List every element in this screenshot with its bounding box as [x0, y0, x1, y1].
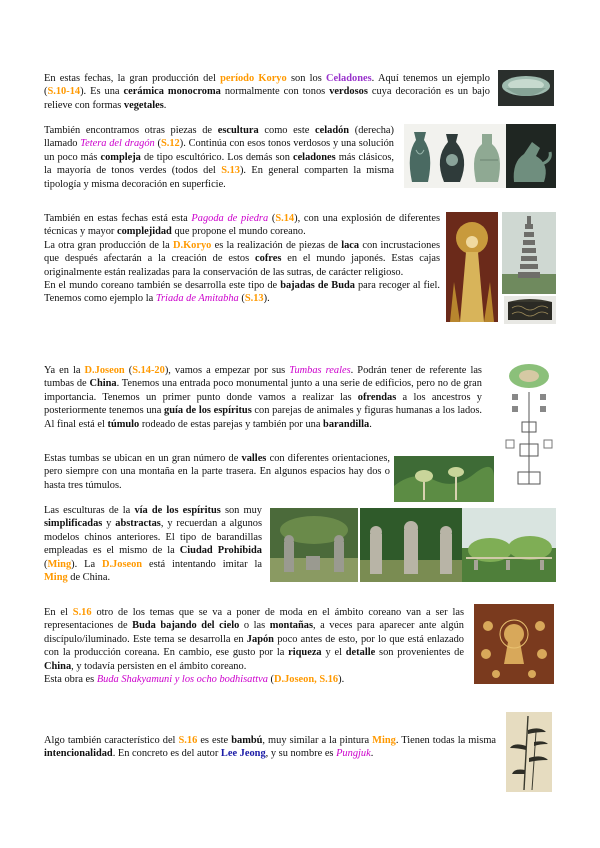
- text: . Aquí tenemos un ejemplo (: [44, 73, 490, 98]
- text: con incrustaciones que después afectarán a la creación de estos: [44, 239, 440, 265]
- section-celadon-sculpture: [44, 124, 394, 191]
- artwork-title: Triada de Amitabha: [155, 293, 239, 305]
- bold-term: túmulo: [107, 418, 140, 430]
- text: normalmente con tonos: [220, 86, 330, 98]
- bold-term: simplificadas: [44, 518, 103, 530]
- text: (: [267, 674, 275, 686]
- bold-term: bambú: [231, 735, 263, 746]
- text: en el mundo japonés. Estas cajas originalmente están realizadas para la conservación de las sutras, de carácter religioso.: [44, 253, 440, 278]
- reference: S.14-20: [132, 365, 165, 376]
- text: rodeado de estas parejas y también por una: [139, 418, 324, 430]
- bold-term: vía de los espíritus: [134, 505, 221, 516]
- text: (: [238, 293, 245, 305]
- section-koryo-celadons: [44, 72, 490, 112]
- buddha-bodhisattvas-painting: [474, 604, 554, 684]
- text: . Podrán tener de referente las tumbas de: [44, 365, 482, 390]
- bold-term: Ciudad Prohibida: [179, 545, 263, 557]
- text: como este: [258, 125, 316, 136]
- text: Esta obra es: [44, 674, 97, 686]
- text: . Tenemos una entrada poco monumental junto a una serie de edificios, pero no de gran importancia. Tenemos un primer punto donde vamos a realizar las: [44, 378, 482, 403]
- author-name: Lee Jeong: [220, 748, 266, 760]
- reference: S.16: [178, 735, 198, 746]
- bold-term: escultura: [217, 125, 259, 136]
- text: También en estas fechas está esta: [44, 213, 192, 224]
- text: La otra gran producción de la: [44, 239, 173, 251]
- text: es la realización de piezas de: [211, 239, 342, 251]
- section-joseon-royal-tombs: [44, 364, 482, 431]
- text: y el: [321, 647, 346, 659]
- text: . En concreto es del autor: [112, 748, 221, 760]
- highlight-dynasty: Ming: [372, 735, 396, 746]
- text: , a veces para aparecer ante algún discípulo/iluminado. Este tema se desarrolla en: [44, 620, 464, 645]
- bold-term: montañas: [269, 620, 313, 632]
- highlight-dynasty: D.Koryo: [172, 239, 212, 251]
- bold-term: barandilla: [323, 418, 370, 430]
- bold-term: Buda bajando del cielo: [132, 620, 240, 632]
- text: a los ancestros y posteriormente tenemos una: [44, 391, 482, 417]
- paragraph: [44, 239, 440, 279]
- text: . Tienen todas la misma: [395, 735, 497, 746]
- artwork-title: Tetera del dragón: [80, 138, 155, 150]
- bold-term: valles: [241, 453, 267, 464]
- text: es este: [197, 735, 232, 746]
- reference: S.13: [221, 165, 240, 177]
- bamboo-painting-image: [506, 712, 552, 792]
- section-spirit-way-sculptures: [44, 504, 262, 584]
- bold-term: Japón: [246, 633, 274, 645]
- bold-term: cerámica monocroma: [123, 86, 221, 98]
- text: (derecha) llamado: [44, 125, 394, 150]
- text: .: [370, 748, 374, 760]
- text: de China.: [67, 572, 111, 584]
- text: más clásicos, la mayoría de tonos verdes (todos del: [44, 151, 394, 177]
- text: son muy: [220, 505, 262, 516]
- text: para recoger al fiel. Tenemos como ejemplo la: [44, 280, 440, 305]
- bold-term: compleja: [100, 151, 141, 163]
- text: son los: [286, 73, 327, 84]
- celadon-vases-image: [404, 124, 556, 188]
- text: , muy similar a la pintura: [262, 735, 373, 746]
- bold-term: abstractas: [115, 518, 161, 530]
- bold-term: intencionalidad: [44, 748, 113, 760]
- text: ), vamos a empezar por sus: [164, 365, 290, 376]
- paragraph: [44, 124, 394, 191]
- text: con diferentes orientaciones, pero siempre con una montaña en la parte trasera. En algunos espacios hay dos o hasta tres túmulos.: [44, 453, 390, 491]
- text: está intentando imitar la: [142, 558, 262, 570]
- paragraph: [44, 452, 390, 492]
- section-bamboo-painting: [44, 734, 496, 761]
- amitabha-triad-image: [446, 212, 498, 322]
- text: Estas tumbas se ubican en un gran número de: [44, 453, 242, 464]
- artwork-title: Pagoda de piedra: [191, 213, 269, 224]
- artwork-title: Tumbas reales: [289, 365, 351, 376]
- section-tomb-valleys: [44, 452, 390, 492]
- section-descending-buddha: [44, 606, 464, 686]
- text: , y todavía persisten en el ámbito coreano.: [71, 660, 247, 672]
- text: con parejas de animales y figuras humanas a los lados. Al final está el: [44, 405, 483, 430]
- stone-guardians-image: [360, 508, 462, 582]
- paragraph: [44, 364, 482, 431]
- text: Ya en la: [44, 365, 85, 376]
- paragraph: [44, 606, 464, 673]
- highlight-dynasty: Ming: [47, 558, 72, 570]
- bold-term: complejidad: [117, 226, 172, 238]
- reference: D.Joseon, S.16: [274, 674, 339, 686]
- text: ). La: [71, 558, 102, 570]
- reference: S.16: [72, 607, 92, 618]
- text: También encontramos otras piezas de: [44, 125, 218, 136]
- lacquer-box-image: [504, 296, 556, 324]
- text: En estas fechas, la gran producción del: [44, 73, 221, 84]
- text: ).: [263, 293, 270, 305]
- text: (: [154, 138, 161, 150]
- text: son provenientes de: [375, 647, 464, 659]
- highlight-celadones: Celadones: [326, 73, 372, 84]
- paragraph: [44, 734, 496, 761]
- paragraph: [44, 212, 440, 239]
- bold-term: celadón: [315, 125, 350, 136]
- bold-term: cofres: [255, 253, 282, 265]
- tomb-valley-aerial-image: [394, 456, 494, 502]
- text: ). En general comparten la misma tipología y misma decoración en superficie.: [44, 165, 395, 190]
- reference: S.10-14: [47, 86, 81, 98]
- paragraph: [44, 673, 464, 686]
- text: .: [163, 99, 167, 111]
- artwork-title: Buda Shakyamuni y los ocho bodhisattva: [96, 674, 268, 686]
- bold-term: bajadas de Buda: [280, 280, 355, 292]
- text: que propone el mundo coreano.: [171, 226, 306, 238]
- text: Algo también característico del: [44, 735, 179, 746]
- celadon-bowl-image: [498, 70, 554, 106]
- text: En el mundo coreano también se desarrolla este tipo de: [44, 280, 281, 292]
- bold-term: detalle: [345, 647, 376, 659]
- bold-term: vegetales: [123, 99, 164, 111]
- paragraph: [44, 72, 490, 112]
- text: y: [102, 518, 116, 530]
- tomb-plan-diagram: [498, 360, 560, 490]
- highlight-dynasty: Ming: [44, 572, 68, 584]
- text: ). Continúa con esos tonos verdosos y una solución un poco más: [44, 138, 394, 163]
- text: Las esculturas de la: [44, 505, 135, 516]
- highlight-period: período Koryo: [220, 73, 287, 84]
- text: cuya decoración es un bajo relieve con formas: [44, 86, 490, 111]
- reference: S.13: [244, 293, 264, 305]
- paragraph: [44, 279, 440, 306]
- royal-tomb-mounds-image: [462, 508, 556, 582]
- spirit-way-statues-image: [270, 508, 358, 582]
- bold-term: China: [89, 378, 117, 390]
- bold-term: ofrendas: [357, 391, 397, 403]
- bold-term: China: [44, 660, 72, 672]
- text: En el: [44, 607, 73, 618]
- text: ), con una explosión de diferentes técnicas y mayor: [44, 213, 440, 238]
- bold-term: celadones: [292, 151, 336, 163]
- bold-term: laca: [341, 239, 360, 251]
- text: de tipo escultórico. Los demás son: [140, 151, 293, 163]
- bold-term: guía de los espíritus: [164, 405, 252, 417]
- text: .: [369, 418, 372, 430]
- stone-pagoda-image: [502, 212, 556, 294]
- text: ).: [338, 674, 345, 686]
- bold-term: riqueza: [288, 647, 322, 659]
- text: o las: [239, 620, 270, 632]
- dragon-teapot: [506, 124, 556, 188]
- bold-term: verdosos: [329, 86, 368, 98]
- text: , y recuerdan a algunos modelos chinos anteriores. El tipo de barandillas empleadas es el mismo de la: [44, 518, 263, 557]
- reference: S.14: [275, 213, 295, 224]
- paragraph: [44, 504, 262, 584]
- text: (: [124, 365, 133, 376]
- artwork-title: Pungjuk: [336, 748, 371, 760]
- text: (: [44, 558, 48, 570]
- text: otro de los temas que se va a poner de moda en el ámbito coreano van a ser las representaciones de: [44, 607, 464, 632]
- text: poco antes de esto, por lo que está enlazado con la producción coreana. En cambio, ese gusto por la: [44, 633, 464, 659]
- text: (: [268, 213, 276, 224]
- highlight-dynasty: D.Joseon: [101, 558, 143, 570]
- reference: S.12: [160, 138, 180, 150]
- highlight-dynasty: D.Joseon: [84, 365, 125, 376]
- text: ). Es una: [80, 86, 124, 98]
- text: , y su nombre es: [265, 748, 337, 760]
- section-pagoda-lacquer: [44, 212, 440, 306]
